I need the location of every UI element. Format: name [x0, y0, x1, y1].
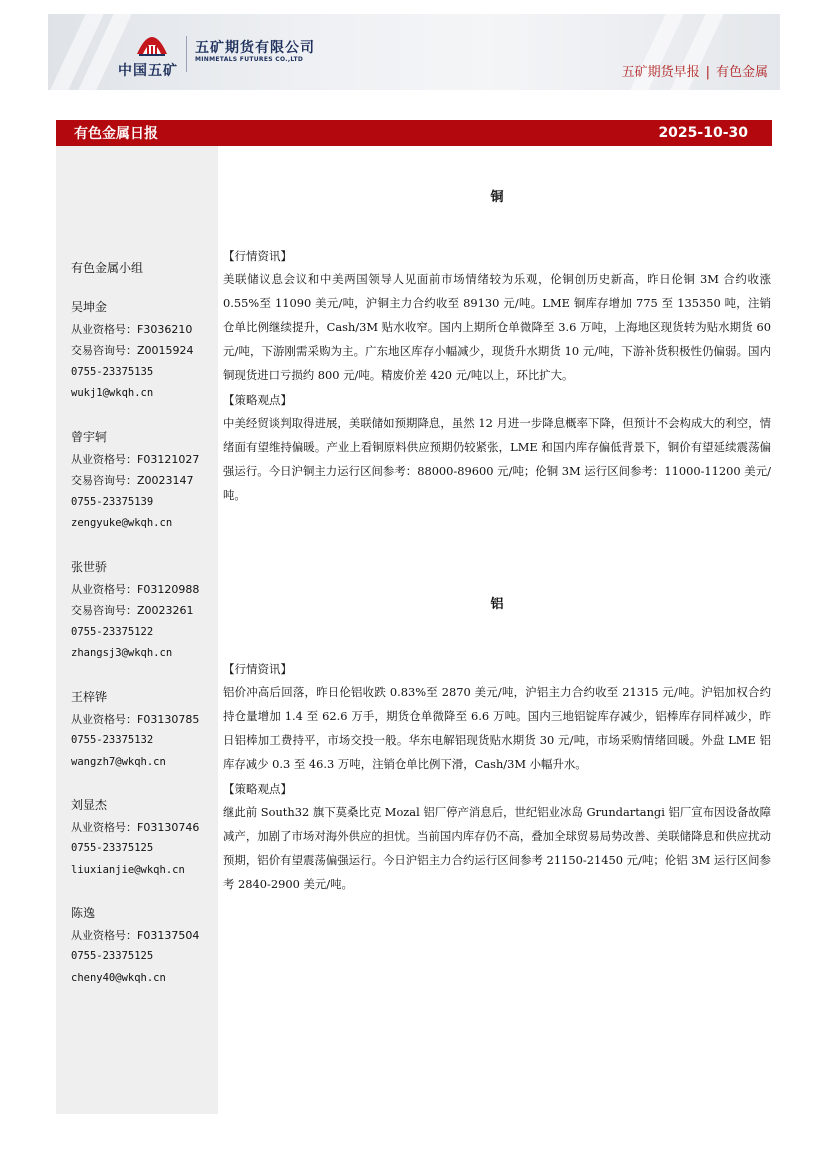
analyst-phone: 0755-23375135 — [71, 365, 154, 378]
analyst-email: liuxianjie@wkqh.cn — [71, 863, 185, 876]
analyst-name: 吴坤金 — [71, 300, 108, 314]
section-title-copper: 铜 — [490, 190, 504, 205]
report-body — [223, 150, 771, 896]
logo-divider — [186, 36, 187, 72]
analyst-email: wangzh7@wkqh.cn — [71, 755, 166, 768]
company-name-cn: 五矿期货有限公司 — [195, 40, 315, 56]
analyst-phone: 0755-23375122 — [71, 625, 154, 638]
aluminum-news-text: 铝价冲高后回落，昨日伦铝收跌 0.83%至 2870 美元/吨，沪铝主力合约收至 21315 元/吨。沪铝加权合约持仓量增加 1.4 至 62.6 万手，期货仓单微降至 6.6 万吨。国内三地铝锭库存减少，铝棒库存同样减少，昨日铝棒加工费持平，市场交投一般。华东电解铝现货贴水期货 30 元/吨，市场采购情绪回暖。外盘 LME 铝库存减少 0.3 至 46.3 万吨，注销仓单比例下滑，Cash/3M 小幅升水。 — [223, 685, 771, 771]
aluminum-section — [223, 593, 771, 896]
analyst-consult-number: 交易咨询号：Z0015924 — [71, 344, 194, 357]
aluminum-strategy-tag: 【策略观点】 — [223, 782, 292, 796]
analyst-email: zhangsj3@wkqh.cn — [71, 647, 173, 659]
report-title: 有色金属日报 — [74, 126, 158, 142]
copper-section — [223, 186, 771, 507]
copper-news-tag: 【行情资讯】 — [223, 249, 292, 263]
analyst-email: cheny40@wkqh.cn — [71, 971, 166, 984]
analyst-card — [71, 557, 199, 665]
analyst-qualification: 从业资格号：F3036210 — [71, 322, 193, 336]
report-category: 有色金属 — [715, 65, 768, 80]
section-title-aluminum: 铝 — [490, 597, 504, 612]
aluminum-news-tag: 【行情资讯】 — [223, 662, 292, 676]
analyst-card — [71, 297, 194, 405]
analyst-qualification: 从业资格号：F03130785 — [71, 712, 200, 726]
analyst-card — [71, 795, 199, 881]
report-date: 2025-10-30 — [658, 125, 748, 141]
analyst-name: 王梓铧 — [71, 690, 108, 704]
analyst-name: 陈逸 — [71, 906, 96, 920]
analyst-qualification: 从业资格号：F03121027 — [71, 452, 200, 466]
analyst-qualification: 从业资格号：F03137504 — [71, 928, 200, 942]
report-title-bar — [56, 120, 772, 146]
analyst-qualification: 从业资格号：F03120988 — [71, 582, 200, 596]
analyst-phone: 0755-23375125 — [71, 842, 154, 854]
analyst-consult-number: 交易咨询号：Z0023147 — [71, 474, 194, 487]
analyst-email: wukj1@wkqh.cn — [71, 387, 154, 399]
minmetals-logo-icon — [135, 26, 169, 56]
copper-strategy-tag: 【策略观点】 — [223, 393, 292, 407]
analyst-name: 曾宇轲 — [71, 430, 108, 444]
header-separator: | — [705, 65, 710, 80]
report-category-label — [622, 61, 768, 80]
company-name-en: MINMETALS FUTURES CO.,LTD — [195, 56, 304, 63]
logo-wordmark: 中国五矿 — [118, 63, 178, 79]
analyst-consult-number: 交易咨询号：Z0023261 — [71, 604, 194, 617]
report-series: 五矿期货早报 — [621, 65, 700, 80]
analyst-email: zengyuke@wkqh.cn — [71, 517, 173, 529]
analyst-qualification: 从业资格号：F03130746 — [71, 820, 200, 834]
group-title: 有色金属小组 — [71, 261, 144, 275]
analyst-card — [71, 903, 199, 989]
analyst-sidebar — [56, 146, 218, 1114]
analyst-card — [71, 427, 199, 535]
analyst-phone: 0755-23375132 — [71, 734, 154, 746]
analyst-phone: 0755-23375139 — [71, 495, 154, 508]
aluminum-strategy-text: 继此前 South32 旗下莫桑比克 Mozal 铝厂停产消息后，世纪铝业冰岛 Grundartangi 铝厂宣布因设备故障减产，加剧了市场对海外供应的担忧。当前国内库存仍不高，叠加全球贸易局势改善、美联储降息和供应扰动预期，铝价有望震荡偏强运行。今日沪铝主力合约运行区间参考 21150-21450 元/吨；伦铝 3M 运行区间参考 2840-2900 美元/吨。 — [223, 805, 771, 891]
copper-news-text: 美联储议息会议和中美两国领导人见面前市场情绪较为乐观，伦铜创历史新高，昨日伦铜 3M 合约收涨 0.55%至 11090 美元/吨，沪铜主力合约收至 89130 元/吨。LME 铜库存增加 775 至 135350 吨，注销仓单比例继续提升，Cash/3M 贴水收窄。国内上期所仓单微降至 3.6 万吨，上海地区现货转为贴水期货 60 元/吨，下游刚需采购为主。广东地区库存小幅减少，现货升水期货 10 元/吨，下游补货积极性仍偏弱。国内铜现货进口亏损约 800 元/吨。精废价差 420 元/吨以上，环比扩大。 — [223, 272, 771, 382]
analyst-name: 刘显杰 — [71, 798, 108, 812]
copper-strategy-text: 中美经贸谈判取得进展，美联储如预期降息，虽然 12 月进一步降息概率下降，但预计不会构成大的利空，情绪面有望维持偏暖。产业上看铜原料供应预期仍较紧张，LME 和国内库存偏低背景下，铜价有望延续震荡偏强运行。今日沪铜主力运行区间参考：88000-89600 元/吨；伦铜 3M 运行区间参考：11000-11200 美元/吨。 — [223, 416, 771, 502]
analyst-name: 张世骄 — [71, 560, 108, 574]
analyst-phone: 0755-23375125 — [71, 950, 154, 962]
analyst-card — [71, 687, 199, 773]
